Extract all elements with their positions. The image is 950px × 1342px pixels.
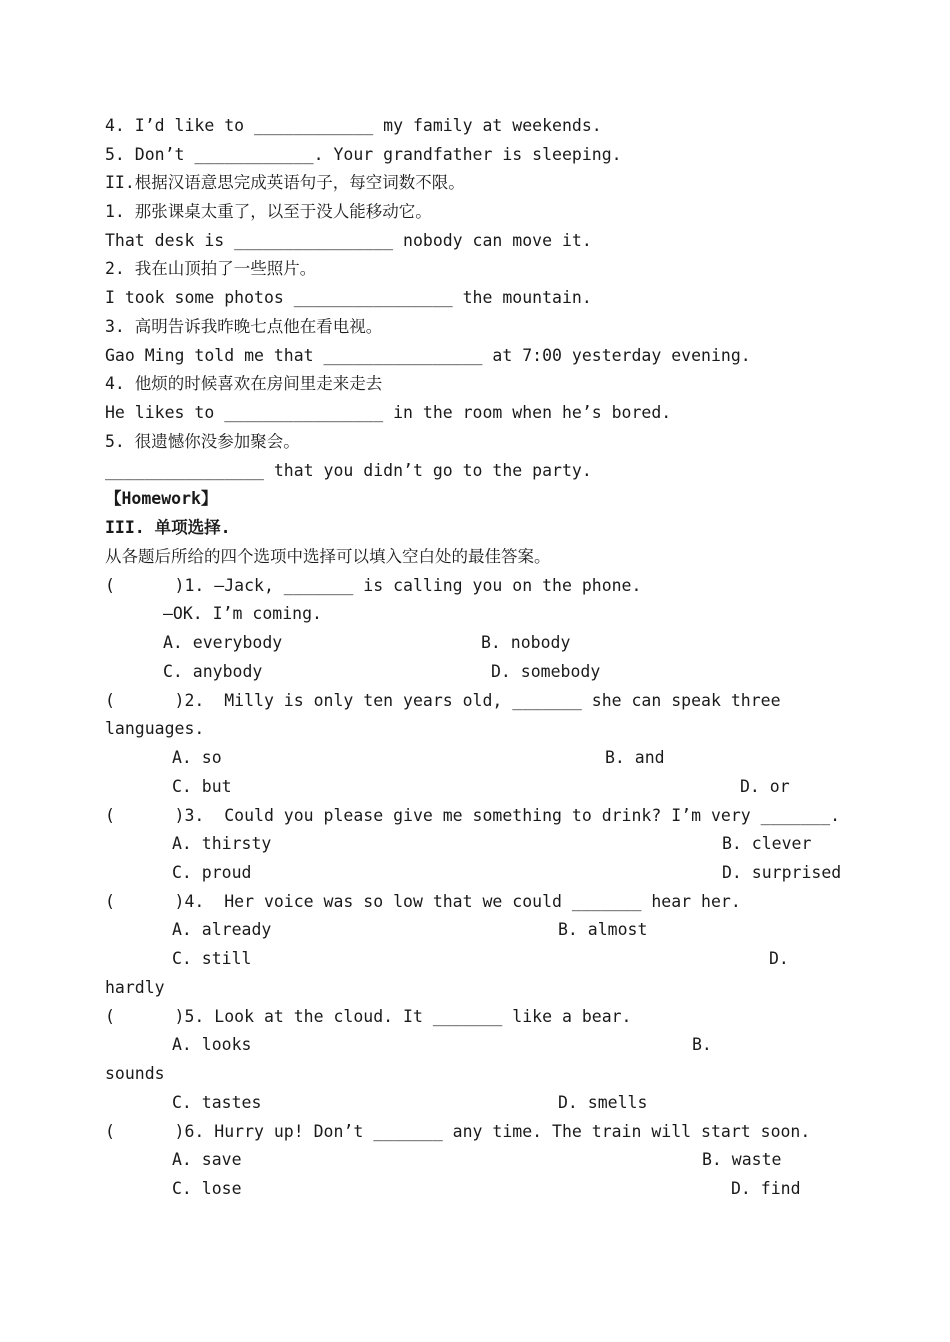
question-4-option-c: C. still xyxy=(172,949,252,968)
question-1-stem: ( )1. —Jack, _______ is calling you on the phone. xyxy=(105,576,642,595)
question-5-option-c: C. tastes xyxy=(172,1093,262,1112)
question-2-option-d: D. or xyxy=(740,777,790,796)
question-1-option-a: A. everybody xyxy=(163,633,283,652)
question-6-stem: ( )6. Hurry up! Don’t _______ any time. The train will start soon. xyxy=(105,1122,811,1141)
question-3-option-b: B. clever xyxy=(722,834,812,853)
translation-3-chinese: 3. 高明告诉我昨晚七点他在看电视。 xyxy=(105,317,383,336)
question-4-option-b: B. almost xyxy=(558,920,648,939)
question-1-option-d: D. somebody xyxy=(491,662,601,681)
translation-3-english: Gao Ming told me that ________________ at 7:00 yesterday evening. xyxy=(105,346,751,365)
question-5-option-b-letter: B. xyxy=(692,1035,712,1054)
question-4-option-d-text: hardly xyxy=(105,978,165,997)
homework-heading: 【Homework】 xyxy=(105,489,218,508)
question-6-option-b: B. waste xyxy=(702,1150,782,1169)
question-2-stem: ( )2. Milly is only ten years old, _______ she can speak three xyxy=(105,691,781,710)
question-6-option-a: A. save xyxy=(172,1150,242,1169)
question-2-option-c: C. but xyxy=(172,777,232,796)
exercise-1-item-5: 5. Don’t ____________. Your grandfather is sleeping. xyxy=(105,145,622,164)
question-5-stem: ( )5. Look at the cloud. It _______ like a bear. xyxy=(105,1007,632,1026)
question-3-stem: ( )3. Could you please give me something to drink? I’m very _______. xyxy=(105,806,841,825)
question-4-stem: ( )4. Her voice was so low that we could _______ hear her. xyxy=(105,892,741,911)
translation-1-chinese: 1. 那张课桌太重了，以至于没人能移动它。 xyxy=(105,202,432,221)
question-2-option-a: A. so xyxy=(172,748,222,767)
question-3-option-d: D. surprised xyxy=(722,863,842,882)
section-3-heading: III. 单项选择. xyxy=(105,518,231,537)
question-4-option-a: A. already xyxy=(172,920,272,939)
exercise-1-item-4: 4. I’d like to ____________ my family at weekends. xyxy=(105,116,602,135)
translation-2-chinese: 2. 我在山顶拍了一些照片。 xyxy=(105,259,317,278)
translation-1-english: That desk is ________________ nobody can move it. xyxy=(105,231,592,250)
translation-4-chinese: 4. 他烦的时候喜欢在房间里走来走去 xyxy=(105,374,383,393)
question-5-option-d: D. smells xyxy=(558,1093,648,1112)
question-1-option-b: B. nobody xyxy=(481,633,571,652)
translation-5-english: ________________ that you didn’t go to the party. xyxy=(105,461,592,480)
question-6-option-c: C. lose xyxy=(172,1179,242,1198)
translation-4-english: He likes to ________________ in the room when he’s bored. xyxy=(105,403,672,422)
translation-2-english: I took some photos ________________ the mountain. xyxy=(105,288,592,307)
question-3-option-c: C. proud xyxy=(172,863,252,882)
question-3-option-a: A. thirsty xyxy=(172,834,272,853)
section-2-heading: II.根据汉语意思完成英语句子，每空词数不限。 xyxy=(105,173,465,192)
section-3-instructions: 从各题后所给的四个选项中选择可以填入空白处的最佳答案。 xyxy=(105,547,551,566)
question-6-option-d: D. find xyxy=(731,1179,801,1198)
question-1-reply: —OK. I’m coming. xyxy=(163,604,322,623)
question-5-option-a: A. looks xyxy=(172,1035,252,1054)
question-1-option-c: C. anybody xyxy=(163,662,263,681)
question-4-option-d-letter: D. xyxy=(769,949,789,968)
translation-5-chinese: 5. 很遗憾你没参加聚会。 xyxy=(105,432,300,451)
question-2-stem-continued: languages. xyxy=(105,719,205,738)
question-5-option-b-text: sounds xyxy=(105,1064,165,1083)
question-2-option-b: B. and xyxy=(605,748,665,767)
